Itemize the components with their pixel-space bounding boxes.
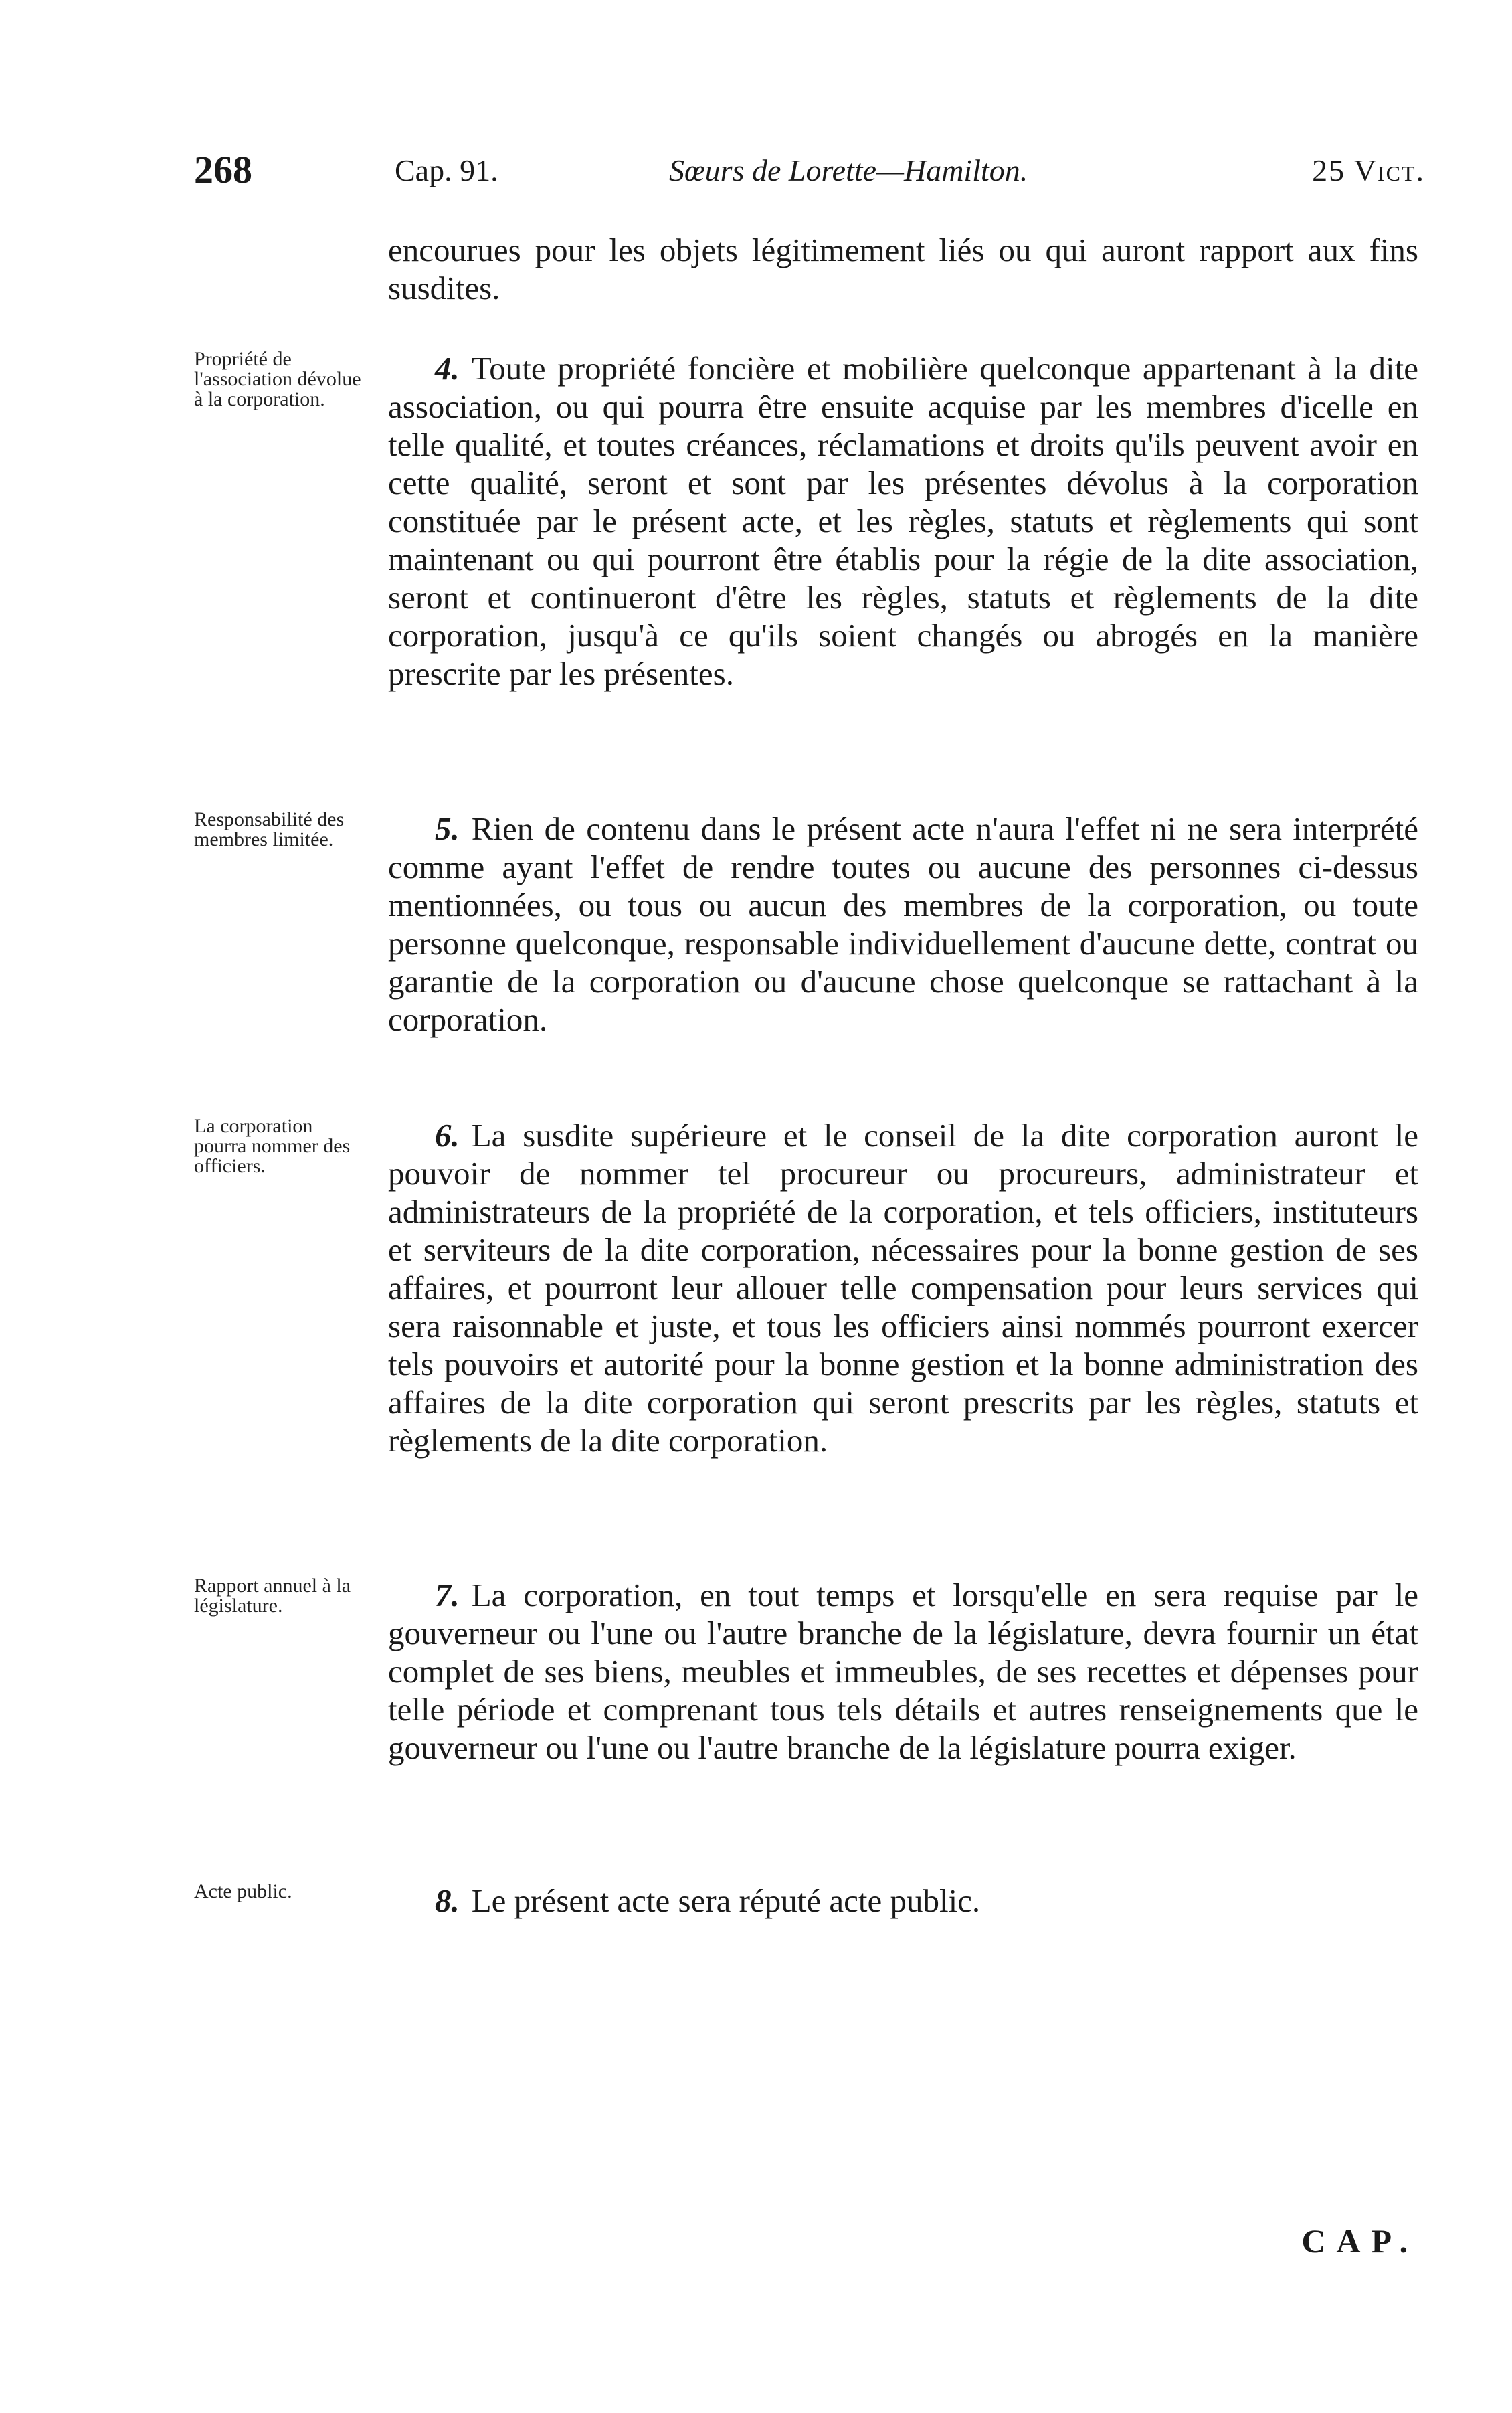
section-number: 8. bbox=[435, 1882, 460, 1919]
catchword: CAP. bbox=[1301, 2222, 1418, 2260]
section-number: 7. bbox=[435, 1577, 460, 1613]
section-number: 5. bbox=[435, 810, 460, 847]
sidenote: Responsabilité des membres limitée. bbox=[194, 808, 345, 851]
section-text bbox=[388, 349, 1418, 693]
section-body: Rien de contenu dans le présent acte n'aura l'effet ni ne sera interprété comme ayant l'effet de rendre toutes ou aucune des personnes ci-dessus mentionnées, ou tous ou aucun des membres de la corporation, ou toute personne quelconque, responsable individuellement d'aucune dette, contrat ou garantie de la corporation ou d'aucune chose quelconque se rattachant à la corporation. bbox=[388, 810, 1418, 1038]
section-number: 6. bbox=[435, 1117, 460, 1154]
sidenote: La corporation pourra nommer des officiers. bbox=[194, 1115, 351, 1177]
sidenote: Rapport annuel à la législature. bbox=[194, 1575, 351, 1617]
running-header bbox=[194, 148, 1425, 199]
section-text bbox=[388, 810, 1418, 1039]
sidenote: Acte public. bbox=[194, 1880, 292, 1902]
running-title: Sœurs de Lorette—Hamilton. bbox=[669, 153, 1028, 187]
section-body: La corporation, en tout temps et lorsqu'elle en sera requise par le gouverneur ou l'une ou l'autre branche de la législature, devra fournir un état complet de ses biens, meubles et immeubles, de ses recettes et dépenses pour telle période et comprenant tous tels détails et autres renseignements que le gouverneur ou l'une ou l'autre branche de la législature pourra exiger. bbox=[388, 1577, 1418, 1766]
section-text bbox=[388, 1576, 1418, 1767]
section-body: Toute propriété foncière et mobilière quelconque appartenant à la dite association, ou qui pourra être ensuite acquise par les membres d'icelle en telle qualité, et toutes créances, réclamations et droits qu'ils peuvent avoir en cette qualité, seront et sont par les présentes dévolus à la corporation constituée par le présent acte, et les règles, statuts et règlements qui sont maintenant ou qui pourront être établis pour la régie de la dite association, seront et continueront d'être les règles, statuts et règlements de la dite corporation, jusqu'à ce qu'ils soient changés ou abrogés en la manière prescrite par les présentes. bbox=[388, 350, 1418, 692]
section-text bbox=[388, 1882, 1418, 1920]
section-text bbox=[388, 1116, 1418, 1459]
page-number: 268 bbox=[194, 148, 252, 191]
section-number: 4. bbox=[435, 350, 460, 387]
sidenote: Propriété de l'association dévolue à la corporation. bbox=[194, 348, 361, 410]
section-body: Le présent acte sera réputé acte public. bbox=[471, 1882, 981, 1919]
chapter-number: Cap. 91. bbox=[395, 153, 498, 187]
section-body: La susdite supérieure et le conseil de la dite corporation auront le pouvoir de nommer tel procureur ou procureurs, administrateur et administrateurs de la propriété de la corporation, et tels officiers, instituteurs et serviteurs de la dite corporation, nécessaires pour la bonne gestion de ses affaires, et pourront leur allouer telle compensation pour leurs services qui sera raisonnable et juste, et tous les officiers ainsi nommés pourront exercer tels pouvoirs et autorité pour la bonne gestion et la bonne administration des affaires de la dite corporation qui seront prescrits par les règles, statuts et règlements de la dite corporation. bbox=[388, 1117, 1418, 1459]
regnal-year: 25 Vict. bbox=[1312, 153, 1425, 187]
intro-paragraph: encourues pour les objets légitimement liés ou qui auront rapport aux fins susdites. bbox=[388, 232, 1418, 306]
